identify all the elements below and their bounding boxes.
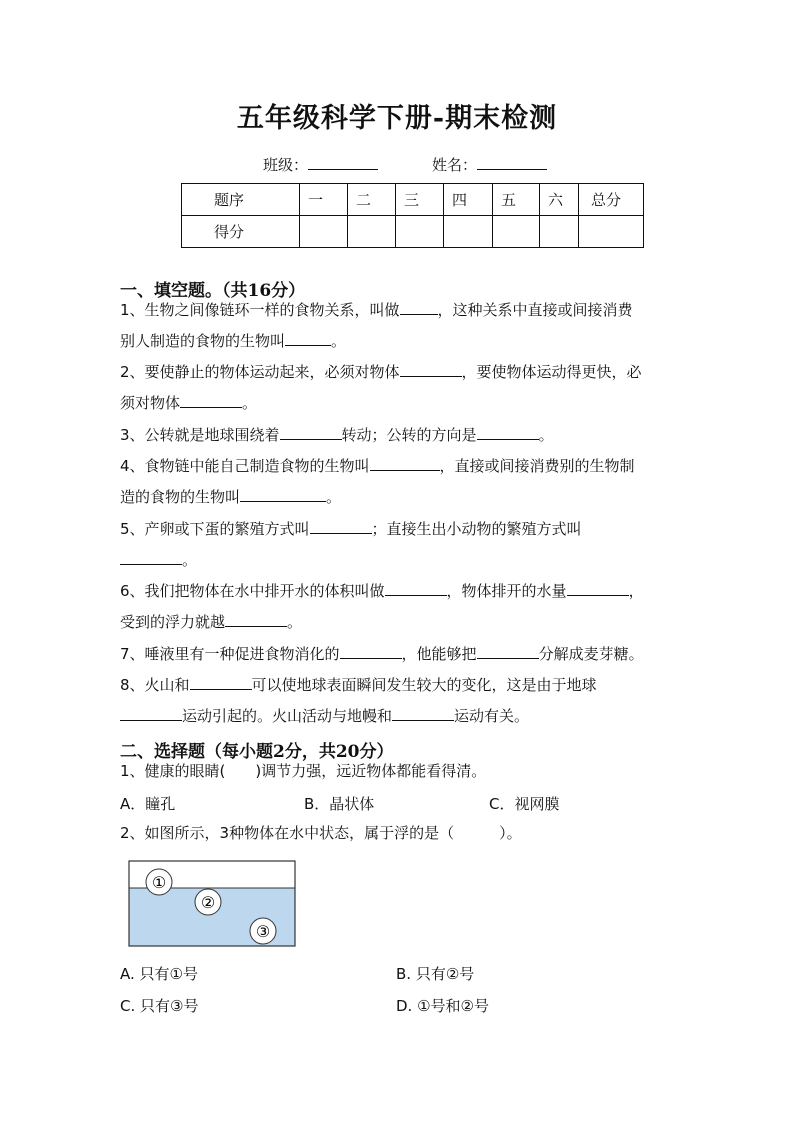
choice-q2-option-b[interactable]: B. 只有②号 bbox=[396, 965, 475, 983]
answer-blank[interactable] bbox=[225, 608, 287, 627]
score-table-score-label: 得分 bbox=[182, 216, 300, 248]
answer-blank[interactable] bbox=[370, 452, 440, 471]
answer-blank[interactable] bbox=[180, 389, 242, 408]
object-1-label: ① bbox=[151, 873, 167, 892]
answer-blank[interactable] bbox=[285, 327, 331, 346]
score-table-col-5: 五 bbox=[493, 184, 540, 216]
fill-question-8: 8、火山和 可以使地球表面瞬间发生较大的变化，这是由于地球 运动引起的。火山活动与地幔和 运动有关。 bbox=[120, 670, 676, 732]
answer-blank[interactable] bbox=[477, 421, 539, 440]
fill-question-6: 6、我们把物体在水中排开水的体积叫做 ，物体排开的水量 ， 受到的浮力就越 。 bbox=[120, 576, 676, 638]
score-cell[interactable] bbox=[348, 216, 396, 248]
answer-blank[interactable] bbox=[385, 577, 447, 596]
score-table-col-6: 六 bbox=[540, 184, 579, 216]
score-table-col-1: 一 bbox=[300, 184, 348, 216]
object-2-label: ② bbox=[200, 893, 216, 912]
fill-question-2: 2、要使静止的物体运动起来，必须对物体 ，要使物体运动得更快，必 须对物体 。 bbox=[120, 357, 676, 419]
class-label: 班级： bbox=[263, 156, 309, 174]
answer-blank[interactable] bbox=[567, 577, 629, 596]
score-table-col-3: 三 bbox=[396, 184, 444, 216]
score-table-header-row bbox=[182, 184, 644, 216]
class-field bbox=[263, 154, 378, 175]
score-cell[interactable] bbox=[300, 216, 348, 248]
score-table-col-total: 总分 bbox=[579, 184, 644, 216]
name-blank[interactable] bbox=[477, 155, 547, 170]
name-field bbox=[432, 154, 547, 175]
score-cell[interactable] bbox=[540, 216, 579, 248]
score-cell[interactable] bbox=[396, 216, 444, 248]
name-label: 姓名： bbox=[432, 156, 478, 174]
answer-blank[interactable] bbox=[190, 671, 252, 690]
choice-question-1-stem: 1、健康的眼睛( )调节力强，远近物体都能看得清。 bbox=[120, 762, 487, 780]
object-3-label: ③ bbox=[255, 922, 271, 941]
answer-blank[interactable] bbox=[120, 546, 182, 565]
answer-blank[interactable] bbox=[477, 640, 539, 659]
fill-question-4: 4、食物链中能自己制造食物的生物叫 ，直接或间接消费别的生物制 造的食物的生物叫 。 bbox=[120, 451, 676, 513]
score-table-header-label: 题序 bbox=[182, 184, 300, 216]
answer-blank[interactable] bbox=[310, 515, 372, 534]
exam-title: 五年级科学下册-期末检测 bbox=[236, 103, 558, 134]
score-table-col-2: 二 bbox=[348, 184, 396, 216]
choice-q2-option-c[interactable]: C. 只有③号 bbox=[120, 997, 199, 1015]
score-table bbox=[181, 183, 644, 248]
fill-question-7: 7、唾液里有一种促进食物消化的 ，他能够把 分解成麦芽糖。 bbox=[120, 639, 676, 670]
answer-blank[interactable] bbox=[392, 702, 454, 721]
choice-q1-option-c[interactable]: C．视网膜 bbox=[489, 795, 560, 813]
section1-heading: 一、填空题。（共16分） bbox=[120, 281, 306, 301]
class-blank[interactable] bbox=[308, 155, 378, 170]
answer-blank[interactable] bbox=[120, 702, 182, 721]
choice-q2-option-d[interactable]: D. ①号和②号 bbox=[396, 997, 489, 1015]
score-table-col-4: 四 bbox=[444, 184, 493, 216]
fill-question-5: 5、产卵或下蛋的繁殖方式叫 ；直接生出小动物的繁殖方式叫 。 bbox=[120, 514, 676, 576]
answer-blank[interactable] bbox=[400, 296, 438, 315]
answer-blank[interactable] bbox=[340, 640, 402, 659]
answer-blank[interactable] bbox=[280, 421, 342, 440]
score-table-score-row bbox=[182, 216, 644, 248]
score-cell[interactable] bbox=[579, 216, 644, 248]
score-cell[interactable] bbox=[444, 216, 493, 248]
buoyancy-figure bbox=[128, 860, 296, 950]
choice-q1-option-a[interactable]: A．瞳孔 bbox=[120, 795, 176, 813]
choice-q2-option-a[interactable]: A. 只有①号 bbox=[120, 965, 198, 983]
answer-blank[interactable] bbox=[240, 483, 326, 502]
fill-question-3: 3、公转就是地球围绕着 转动；公转的方向是 。 bbox=[120, 420, 676, 451]
fill-question-1: 1、生物之间像链环一样的食物关系，叫做 ，这种关系中直接或间接消费 别人制造的食物的生物叫 。 bbox=[120, 295, 676, 357]
score-cell[interactable] bbox=[493, 216, 540, 248]
answer-blank[interactable] bbox=[400, 358, 462, 377]
choice-question-2-stem: 2、如图所示，3种物体在水中状态，属于浮的是（ ）。 bbox=[120, 824, 522, 842]
section2-heading: 二、选择题（每小题2分，共20分） bbox=[120, 742, 394, 762]
choice-q1-option-b[interactable]: B．晶状体 bbox=[304, 795, 375, 813]
